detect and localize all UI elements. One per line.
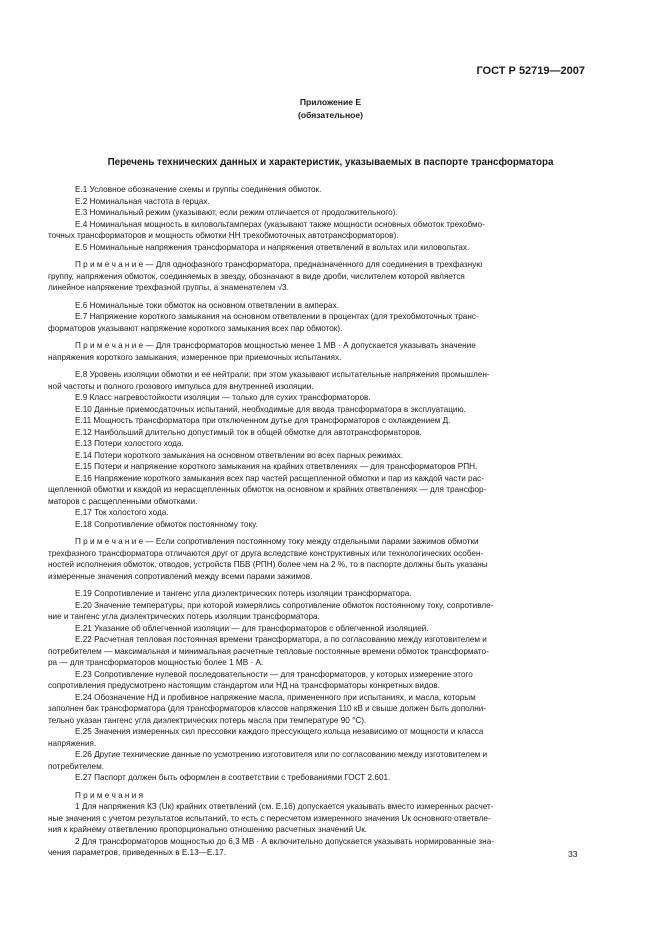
text-line: Е.4 Номинальная мощность в киловольтамперах (указывают также мощности основных обмоток трехобмо- — [75, 219, 485, 229]
text-line: ные значения с учетом результатов испытаний, то есть с пересчетом измеренного значения Uк основного ответвле- — [48, 813, 491, 823]
text-line: ра — для трансформаторов мощностью более 1 МВ · А. — [48, 658, 264, 667]
text-line: Е.26 Другие технические данные по усмотрению изготовителя или по согласованию между изготовителем и — [75, 750, 488, 759]
text-line: П р и м е ч а н и е — Для трансформаторов мощностью менее 1 МВ · А допускается указывать значение — [75, 341, 476, 350]
text-line: Е.27 Паспорт должен быть оформлен в соответствии с требованиями ГОСТ 2.601. — [75, 773, 391, 782]
text-line: Е.5 Номинальные напряжения трансформатора и напряжения ответвлений в вольтах или киловольтах. — [75, 242, 470, 252]
text-line: маторов с расщепленными обмотками. — [48, 496, 198, 506]
text-line: Е.11 Мощность трансформатора при отключенном дутье для трансформаторов с охлаждением Д. — [75, 416, 451, 425]
text-line: Е.22 Расчетная тепловая постоянная времени трансформатора, а по согласованию между изготовителем и — [75, 635, 487, 644]
text-line: потребителем. — [48, 761, 105, 771]
text-line: чения параметров, приведенных в Е.13—Е.17. — [48, 848, 226, 857]
text-line: точных трансформаторов и мощность обмотки НН трехобмоточных автотрансформаторов). — [48, 231, 399, 240]
text-line: Е.21 Указание об облегченной изоляции — для трансформаторов с облегченной изоляцией. — [75, 623, 429, 633]
text-line: Е.12 Наибольший длительно допустимый ток в общей обмотке для автотрансформаторов. — [75, 427, 422, 437]
text-line: Е.7 Напряжение короткого замыкания на основном ответвлении в процентах (для трехобмоточных транс- — [75, 312, 479, 321]
text-line: группу, напряжения обмоток, соединяемых в звезду, обозначают в виде дроби, числителем которой является — [48, 271, 465, 281]
text-line: форматоров указывают напряжение короткого замыкания всех пар обмоток). — [48, 323, 343, 333]
text-line: Е.1 Условное обозначение схемы и группы соединения обмоток. — [75, 185, 322, 194]
text-line: измеренные значения сопротивлений между всеми парами зажимов. — [48, 571, 313, 581]
text-line: Е.17 Ток холостого хода. — [75, 508, 169, 517]
text-line: Е.23 Сопротивление нулевой последовательности — для трансформаторов, у которых измерение этого — [75, 669, 473, 679]
text-line: потребителем — максимальная и минимальная расчетные тепловые постоянные времени обмоток трансформато- — [48, 646, 489, 656]
text-line: напряжения короткого замыкания, измеренное при приемочных испытаниях. — [48, 352, 342, 362]
text-line: Е.3 Номинальный режим (указывают, если режим отличается от продолжительного). — [75, 208, 398, 217]
text-line: П р и м е ч а н и е — Если сопротивления постоянному току между отдельными парами зажимов обмотки — [75, 537, 479, 546]
text-line: ностей исполнения обмоток, отводов, устройств ПБВ (РПН) более чем на 2 %, то в паспорте должны быть указаны — [48, 560, 488, 569]
text-line: ния к крайнему ответвлению пропорционально отношению расчетных значений Uк. — [48, 825, 368, 834]
page-title: Перечень технических данных и характеристик, указываемых в паспорте трансформатора — [107, 157, 554, 168]
text-line: П р и м е ч а н и я — [75, 790, 144, 800]
text-line: напряжения. — [48, 738, 97, 748]
text-line: Е.10 Данные приемосдаточных испытаний, необходимые для ввода трансформатора в эксплуатацию. — [75, 404, 466, 414]
text-line: 1 Для напряжения КЗ (Uк) крайних ответвлений (см. Е.16) допускается указывать вместо измеренных расчет- — [75, 802, 494, 811]
text-line: заполнен бак трансформатора (для трансформаторов классов напряжения 110 кВ и свыше должен быть дополни- — [48, 704, 487, 713]
appendix-heading — [0, 96, 661, 122]
text-line: Е.19 Сопротивление и тангенс угла диэлектрических потерь изоляции трансформатора. — [75, 589, 412, 598]
text-line: Е.16 Напряжение короткого замыкания всех пар частей расщепленной обмотки и пар из каждой части рас- — [75, 473, 484, 483]
text-line: линейное напряжение трехфазной группы, а знаменателем √3. — [48, 283, 289, 292]
text-line: 2 Для трансформаторов мощностью до 6,3 МВ · А включительно допускается указывать нормированные зна- — [75, 836, 494, 846]
page-number: 33 — [568, 849, 578, 859]
text-line: сопротивления предусмотрено настоящим стандартом или НД на трансформаторы конкретных видов. — [48, 681, 440, 690]
text-line: Е.6 Номинальные токи обмоток на основном ответвлении в амперах. — [75, 300, 339, 310]
document-body — [48, 184, 582, 859]
text-line: трехфазного трансформатора отличаются друг от друга вследствие конструктивных или технологических особен- — [48, 548, 484, 558]
text-line: Е.9 Класс нагревостойкости изоляции — только для сухих трансформаторов. — [75, 393, 371, 402]
text-line: тельно указан тангенс угла диэлектрических потерь масла при температуре 90 °С). — [48, 715, 367, 725]
text-line: Е.25 Значения измеренных сил прессовки каждого прессующего кольца независимо от мощности и класса — [75, 727, 484, 736]
appendix-label: Приложение Е — [299, 97, 362, 107]
text-line: Е.18 Сопротивление обмоток постоянному току. — [75, 519, 258, 529]
appendix-status: (обязательное) — [297, 110, 364, 120]
text-line: Е.14 Потери короткого замыкания на основном ответвлении во всех парных режимах. — [75, 450, 404, 460]
text-line: Е.24 Обозначение НД и пробивное напряжение масла, примененного при испытаниях, и масла, которым — [75, 692, 476, 702]
text-line: П р и м е ч а н и е — Для однофазного трансформатора, предназначенного для соединения в трехфазную — [75, 260, 483, 269]
text-line: Е.2 Номинальная частота в герцах. — [75, 196, 210, 206]
text-line: Е.15 Потери и напряжение короткого замыкания на крайних ответвлениях — для трансформаторов РПН. — [75, 462, 478, 471]
text-line: ние и тангенс угла диэлектрических потерь изоляции трансформатора. — [48, 612, 320, 621]
standard-code: ГОСТ Р 52719—2007 — [476, 65, 585, 77]
text-line: Е.8 Уровень изоляции обмотки и ее нейтрали; при этом указывают испытательные напряжения промышлен- — [75, 370, 490, 379]
text-line: ной частоты и полного грозового импульса для внутренней изоляции. — [48, 381, 314, 391]
text-line: Е.13 Потери холостого хода. — [75, 439, 184, 448]
text-line: щепленной обмотки и каждой из нерасщепленных обмоток на основном и крайних ответвлениях — для трансфор- — [48, 485, 487, 494]
text-line: Е.20 Значение температуры, при которой измерялись сопротивление обмоток постоянному току, сопротивле- — [75, 600, 494, 610]
